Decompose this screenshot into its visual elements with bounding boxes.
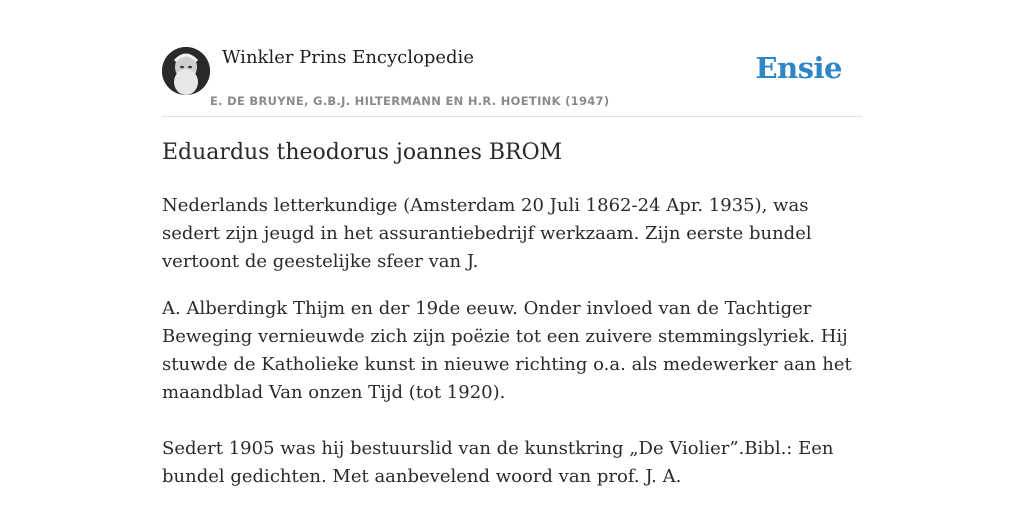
article-paragraph: Sedert 1905 was hij bestuurslid van de kunstkring „De Violier”.Bibl.: Een bundel gedichten. Met aanbevelend woord van prof. J. A.	[162, 438, 834, 487]
article-body	[162, 192, 872, 510]
author-portrait-icon	[162, 47, 210, 95]
source-authors: E. DE BRUYNE, G.B.J. HILTERMANN EN H.R. HOETINK (1947)	[210, 94, 610, 108]
ensie-logo-link[interactable]: Ensie	[755, 51, 842, 85]
source-title[interactable]: Winkler Prins Encyclopedie	[222, 47, 474, 68]
source-header	[162, 44, 862, 117]
article-paragraph: Nederlands letterkundige (Amsterdam 20 Juli 1862-24 Apr. 1935), was sedert zijn jeugd in het assurantiebedrijf werkzaam. Zijn eerste bundel vertoont de geestelijke sfeer van J.	[162, 195, 812, 272]
article-paragraph: A. Alberdingk Thijm en der 19de eeuw. Onder invloed van de Tachtiger Beweging vernieuwde zich zijn poëzie tot een zuivere stemmingslyriek. Hij stuwde de Katholieke kunst in nieuwe richting o.a. als medewerker aan het maandblad Van onzen Tijd (tot 1920).	[162, 298, 852, 403]
author-avatar	[162, 47, 210, 95]
article-title: Eduardus theodorus joannes BROM	[162, 140, 563, 165]
